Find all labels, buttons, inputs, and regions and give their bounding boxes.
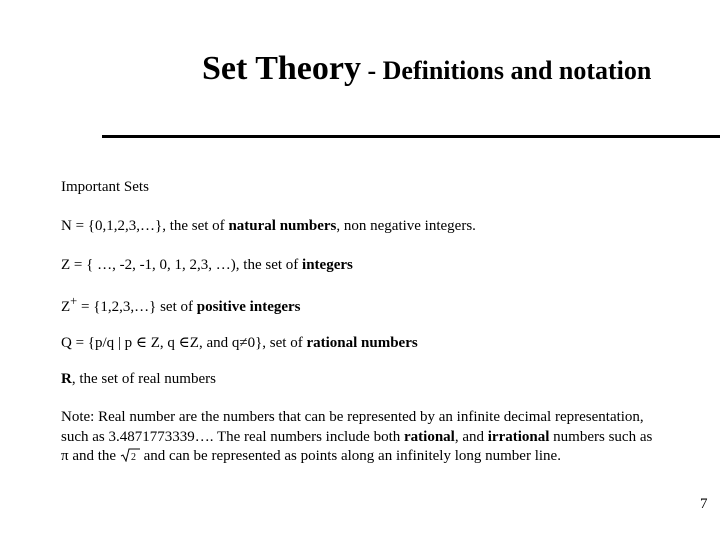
title-main: Set Theory	[202, 50, 361, 87]
note-bold-irrational: irrational	[487, 428, 550, 445]
note-bold-rational: rational	[404, 428, 455, 445]
note-part-4: and can be represented as points along an infinitely long number line.	[139, 448, 561, 464]
positive-sup: +	[70, 294, 78, 308]
real-bold: R	[61, 371, 72, 387]
real-tail: , the set of real numbers	[71, 371, 216, 387]
page-number: 7	[700, 496, 708, 512]
sqrt-two-formula	[120, 448, 140, 462]
integers-bold: integers	[302, 257, 353, 273]
real-numbers-line	[61, 371, 216, 388]
slide-title	[202, 50, 651, 88]
note-part-1: Note: Real number are the numbers that can be represented by an infinite decimal representation, such as 3.4871773339…. The real numbers include both	[61, 409, 644, 445]
natural-numbers-line	[61, 218, 476, 235]
title-divider	[102, 135, 720, 138]
natural-lead: N = {0,1,2,3,…}, the set of	[61, 218, 229, 234]
integers-line	[61, 257, 353, 274]
integers-lead: Z = { …, -2, -1, 0, 1, 2,3, …), the set of	[61, 257, 303, 273]
rational-lead: Q = {p/q | p ∈ Z, q ∈Z, and q≠0}, set of	[61, 335, 307, 351]
important-sets-heading: Important Sets	[61, 179, 149, 195]
sqrt-two-label: 2	[130, 452, 136, 462]
positive-lead: Z	[61, 299, 71, 315]
note-paragraph	[61, 408, 661, 467]
positive-mid: = {1,2,3,…} set of	[77, 299, 197, 315]
positive-bold: positive integers	[196, 299, 301, 315]
natural-tail: , non negative integers.	[336, 218, 476, 234]
rational-numbers-line	[61, 333, 418, 352]
positive-integers-line	[61, 294, 301, 316]
note-part-3: numbers such as π and the	[61, 428, 653, 464]
title-subtitle: - Definitions and notation	[360, 56, 652, 85]
note-part-2: , and	[454, 428, 488, 445]
natural-bold: natural numbers	[228, 218, 337, 234]
rational-bold: rational numbers	[306, 335, 418, 351]
